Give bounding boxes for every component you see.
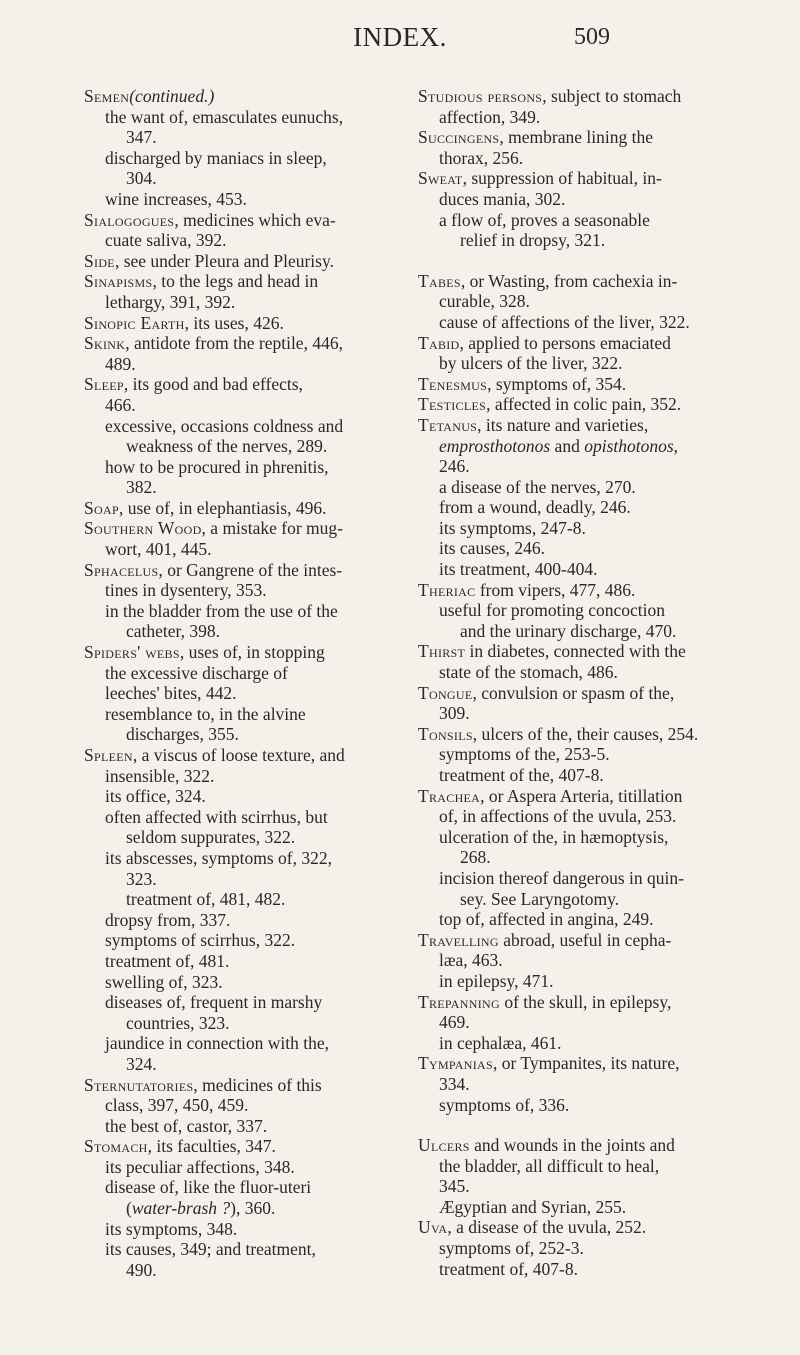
sub-entry: its causes, 246. bbox=[439, 538, 545, 559]
entry-text: , applied to persons emaciated bbox=[459, 332, 671, 353]
sub-entry: diseases of, frequent in marshy bbox=[105, 992, 323, 1013]
entry-text: , use of, in elephantiasis, 496. bbox=[118, 497, 327, 518]
entry-head: Testicles bbox=[418, 394, 487, 415]
sub-entry: the best of, castor, 337. bbox=[105, 1115, 268, 1136]
entry-text: , convulsion or spasm of the, bbox=[472, 682, 675, 703]
sub-entry: incision thereof dangerous in quin- bbox=[439, 867, 684, 888]
sub-entry-continuation: sey. See Laryngotomy. bbox=[460, 888, 620, 909]
sub-entry: its peculiar affections, 348. bbox=[105, 1156, 295, 1177]
entry-head: Succingens bbox=[418, 127, 500, 148]
entry-continuation: affection, 349. bbox=[439, 106, 541, 127]
entry-head: Theriac bbox=[418, 579, 476, 600]
index-entry bbox=[84, 1136, 384, 1157]
entry-text: , see under Pleura and Pleurisy. bbox=[114, 250, 334, 271]
sub-entry: resemblance to, in the alvine bbox=[105, 703, 306, 724]
entry-text: of the skull, in epilepsy, bbox=[499, 991, 672, 1012]
sub-entry: cause of affections of the liver, 322. bbox=[439, 311, 690, 332]
italic-term: water-brash ? bbox=[131, 1198, 231, 1219]
index-entry bbox=[418, 168, 718, 189]
index-entry bbox=[418, 930, 718, 951]
sub-entry: a flow of, proves a seasonable bbox=[439, 209, 650, 230]
entry-text: , or Aspera Arteria, titillation bbox=[480, 785, 683, 806]
sub-entry-continuation: 323. bbox=[126, 868, 157, 889]
entry-head: Tabes bbox=[418, 270, 461, 291]
sub-entry-continuation: 304. bbox=[126, 168, 157, 189]
index-entry bbox=[84, 251, 384, 272]
entry-text: in diabetes, connected with the bbox=[465, 641, 686, 662]
index-column-left bbox=[84, 86, 384, 1280]
sub-entry: excessive, occasions coldness and bbox=[105, 415, 344, 436]
index-entry bbox=[84, 333, 384, 354]
entry-head: Ulcers bbox=[418, 1135, 470, 1156]
sub-entry-continuation: 382. bbox=[126, 477, 157, 498]
entry-continuation: by ulcers of the liver, 322. bbox=[439, 353, 623, 374]
index-entry bbox=[418, 1135, 718, 1156]
sub-entry-continuation: treatment of, 481, 482. bbox=[126, 889, 286, 910]
entry-continuation bbox=[418, 436, 718, 457]
entry-continuation: 309. bbox=[439, 703, 470, 724]
entry-text: , its good and bad effects, bbox=[123, 374, 303, 395]
sub-entry: its treatment, 400-404. bbox=[439, 559, 598, 580]
sub-entry: top of, affected in angina, 249. bbox=[439, 909, 654, 930]
sub-entry-continuation: 324. bbox=[126, 1053, 157, 1074]
entry-text: and wounds in the joints and bbox=[469, 1135, 675, 1156]
entry-head: Soap bbox=[84, 497, 119, 518]
index-entry bbox=[84, 271, 384, 292]
sub-entry-continuation: relief in dropsy, 321. bbox=[460, 230, 606, 251]
entry-head: Trepanning bbox=[418, 991, 500, 1012]
sub-entry: its abscesses, symptoms of, 322, bbox=[105, 847, 333, 868]
entry-continuation: læa, 463. bbox=[439, 950, 503, 971]
entry-head: Sweat bbox=[418, 168, 463, 189]
sub-entry: treatment of, 481. bbox=[105, 950, 230, 971]
sub-entry: often affected with scirrhus, but bbox=[105, 806, 328, 827]
index-entry bbox=[418, 1217, 718, 1238]
entry-head: Thirst bbox=[418, 641, 466, 662]
index-entry bbox=[418, 641, 718, 662]
entry-continuation: cuate saliva, 392. bbox=[105, 230, 227, 251]
entry-continuation: the bladder, all difficult to heal, bbox=[439, 1155, 660, 1176]
index-entry bbox=[84, 210, 384, 231]
entry-continuation: duces mania, 302. bbox=[439, 188, 566, 209]
sub-entry: symptoms of the, 253-5. bbox=[439, 744, 610, 765]
entry-text: , a mistake for mug- bbox=[201, 518, 343, 539]
index-entry bbox=[84, 1075, 384, 1096]
entry-continuation: thorax, 256. bbox=[439, 147, 524, 168]
entry-text: , its nature and varieties, bbox=[477, 414, 649, 435]
entry-head: Sphacelus bbox=[84, 559, 159, 580]
sub-entry-continuation: discharges, 355. bbox=[126, 724, 239, 745]
sub-entry: symptoms of, 252-3. bbox=[439, 1238, 584, 1259]
entry-continuation: 489. bbox=[105, 353, 136, 374]
entry-text: , subject to stomach bbox=[542, 86, 682, 106]
sub-entry: jaundice in connection with the, bbox=[105, 1033, 330, 1054]
index-entry bbox=[84, 313, 384, 334]
sub-entry: ulceration of the, in hæmoptysis, bbox=[439, 826, 669, 847]
index-entry bbox=[84, 642, 384, 663]
index-entry bbox=[84, 745, 384, 766]
sub-entry-continuation: 268. bbox=[460, 847, 491, 868]
index-entry bbox=[418, 374, 718, 395]
entry-head: Sternutatories bbox=[84, 1074, 194, 1095]
page-title: INDEX. bbox=[353, 22, 447, 52]
sub-entry: its symptoms, 247-8. bbox=[439, 517, 586, 538]
sub-entry: treatment of the, 407-8. bbox=[439, 765, 604, 785]
index-entry bbox=[84, 86, 384, 107]
sub-entry-continuation bbox=[84, 1198, 384, 1219]
text-part: , bbox=[673, 435, 679, 456]
entry-text: , medicines which eva- bbox=[174, 209, 336, 230]
entry-continuation: class, 397, 450, 459. bbox=[105, 1095, 249, 1116]
sub-entry: in cephalæa, 461. bbox=[439, 1032, 562, 1053]
entry-head: Tenesmus bbox=[418, 373, 488, 394]
entry-text: , to the legs and head in bbox=[152, 271, 319, 292]
entry-text: , medicines of this bbox=[193, 1074, 322, 1095]
index-entry bbox=[418, 580, 718, 601]
sub-entry: useful for promoting concoction bbox=[439, 600, 665, 621]
entry-head: Tongue bbox=[418, 682, 473, 703]
entry-head: Spiders' webs bbox=[84, 642, 180, 663]
sub-entry: symptoms of scirrhus, 322. bbox=[105, 930, 296, 951]
entry-head: Tabid bbox=[418, 332, 460, 353]
entry-head: Semen bbox=[84, 86, 130, 106]
index-entry bbox=[84, 560, 384, 581]
sub-entry: wine increases, 453. bbox=[105, 188, 247, 209]
entry-head: Sinopic Earth bbox=[84, 312, 185, 333]
section-gap bbox=[418, 1115, 718, 1135]
entry-continuation: insensible, 322. bbox=[105, 765, 215, 786]
sub-entry: Ægyptian and Syrian, 255. bbox=[439, 1196, 627, 1217]
entry-head: Sialogogues bbox=[84, 209, 175, 230]
sub-entry: in the bladder from the use of the bbox=[105, 600, 338, 621]
entry-head: Southern Wood bbox=[84, 518, 202, 539]
index-entry bbox=[418, 683, 718, 704]
page-number: 509 bbox=[574, 24, 610, 50]
text-part: ( bbox=[126, 1198, 132, 1219]
entry-text: (continued.) bbox=[129, 86, 215, 106]
sub-entry: symptoms of, 336. bbox=[439, 1094, 570, 1115]
entry-continuation: the excessive discharge of bbox=[105, 662, 288, 683]
entry-continuation: curable, 328. bbox=[439, 291, 530, 312]
sub-entry-continuation: and the urinary discharge, 470. bbox=[460, 620, 677, 641]
sub-entry: swelling of, 323. bbox=[105, 971, 223, 992]
entry-text: , or Gangrene of the intes- bbox=[158, 559, 343, 580]
entry-continuation: 246. bbox=[439, 456, 470, 477]
entry-continuation: wort, 401, 445. bbox=[105, 539, 212, 560]
entry-text: , or Tympanites, its nature, bbox=[492, 1053, 680, 1074]
index-entry bbox=[418, 271, 718, 292]
index-entry bbox=[418, 415, 718, 436]
entry-head: Trachea bbox=[418, 785, 481, 806]
entry-head: Skink bbox=[84, 333, 126, 354]
entry-text: , its uses, 426. bbox=[184, 312, 284, 333]
page-header bbox=[0, 22, 800, 62]
entry-head: Stomach bbox=[84, 1136, 148, 1157]
entry-text: , membrane lining the bbox=[499, 127, 653, 148]
entry-continuation: 469. bbox=[439, 1012, 470, 1033]
italic-term: emprosthotonos bbox=[439, 435, 551, 456]
entry-text: , a viscus of loose texture, and bbox=[132, 745, 345, 765]
entry-text: abroad, useful in cepha- bbox=[498, 929, 672, 950]
sub-entry: discharged by maniacs in sleep, bbox=[105, 147, 327, 168]
index-entry bbox=[418, 786, 718, 807]
entry-text: , symptoms of, 354. bbox=[487, 373, 627, 394]
entry-text: , ulcers of the, their causes, 254. bbox=[472, 723, 699, 744]
entry-text: , affected in colic pain, 352. bbox=[486, 394, 682, 415]
entry-head: Uva bbox=[418, 1217, 448, 1238]
index-entry bbox=[418, 127, 718, 148]
sub-entry: how to be procured in phrenitis, bbox=[105, 456, 329, 477]
index-entry bbox=[84, 518, 384, 539]
index-entry bbox=[418, 724, 718, 745]
text-part: ), 360. bbox=[230, 1198, 276, 1219]
entry-continuation: lethargy, 391, 392. bbox=[105, 291, 236, 312]
sub-entry: its office, 324. bbox=[105, 786, 206, 807]
sub-entry: a disease of the nerves, 270. bbox=[439, 476, 636, 497]
sub-entry: from a wound, deadly, 246. bbox=[439, 497, 631, 518]
entry-head: Spleen bbox=[84, 745, 133, 765]
entry-text: , or Wasting, from cachexia in- bbox=[460, 270, 678, 291]
sub-entry: its causes, 349; and treatment, bbox=[105, 1239, 316, 1260]
sub-entry-continuation: weakness of the nerves, 289. bbox=[126, 436, 328, 457]
entry-continuation: state of the stomach, 486. bbox=[439, 662, 618, 683]
entry-head: Travelling bbox=[418, 929, 499, 950]
italic-term: opisthotonos bbox=[584, 435, 674, 456]
entry-text: , antidote from the reptile, 446, bbox=[125, 333, 343, 354]
index-entry bbox=[418, 86, 718, 107]
index-entry bbox=[418, 1053, 718, 1074]
text-part: and bbox=[550, 435, 585, 456]
entry-continuation: tines in dysentery, 353. bbox=[105, 580, 267, 601]
entry-text: from vipers, 477, 486. bbox=[475, 579, 636, 600]
entry-continuation: leeches' bites, 442. bbox=[105, 683, 237, 704]
entry-continuation: of, in affections of the uvula, 253. bbox=[439, 806, 677, 827]
entry-text: , its faculties, 347. bbox=[147, 1136, 276, 1157]
sub-entry: disease of, like the fluor-uteri bbox=[105, 1177, 312, 1198]
entry-text: , uses of, in stopping bbox=[179, 642, 325, 663]
sub-entry-continuation: catheter, 398. bbox=[126, 621, 221, 642]
index-entry bbox=[84, 498, 384, 519]
sub-entry: the want of, emasculates eunuchs, bbox=[105, 106, 344, 127]
index-entry bbox=[418, 333, 718, 354]
index-entry bbox=[418, 394, 718, 415]
entry-head: Tetanus bbox=[418, 414, 478, 435]
entry-continuation: 334. bbox=[439, 1073, 470, 1094]
sub-entry-continuation: seldom suppurates, 322. bbox=[126, 827, 296, 848]
entry-continuation: 466. bbox=[105, 394, 136, 415]
entry-head: Tympanias bbox=[418, 1053, 493, 1074]
sub-entry-continuation: 490. bbox=[126, 1259, 157, 1280]
section-gap bbox=[418, 251, 718, 271]
entry-head: Tonsils bbox=[418, 723, 473, 744]
sub-entry: its symptoms, 348. bbox=[105, 1218, 238, 1239]
entry-text: , a disease of the uvula, 252. bbox=[447, 1217, 647, 1238]
index-entry bbox=[84, 374, 384, 395]
entry-continuation: 345. bbox=[439, 1176, 470, 1197]
index-entry bbox=[418, 992, 718, 1013]
sub-entry-continuation: countries, 323. bbox=[126, 1012, 230, 1033]
entry-head: Studious persons bbox=[418, 86, 543, 106]
sub-entry: dropsy from, 337. bbox=[105, 909, 231, 930]
sub-entry: in epilepsy, 471. bbox=[439, 970, 554, 991]
entry-head: Sleep bbox=[84, 374, 124, 395]
sub-entry-continuation: 347. bbox=[126, 127, 157, 148]
entry-head: Side bbox=[84, 250, 115, 271]
index-column-right bbox=[418, 86, 718, 1279]
sub-entry: treatment of, 407-8. bbox=[439, 1258, 578, 1279]
entry-head: Sinapisms bbox=[84, 271, 153, 292]
entry-text: , suppression of habitual, in- bbox=[462, 168, 662, 189]
